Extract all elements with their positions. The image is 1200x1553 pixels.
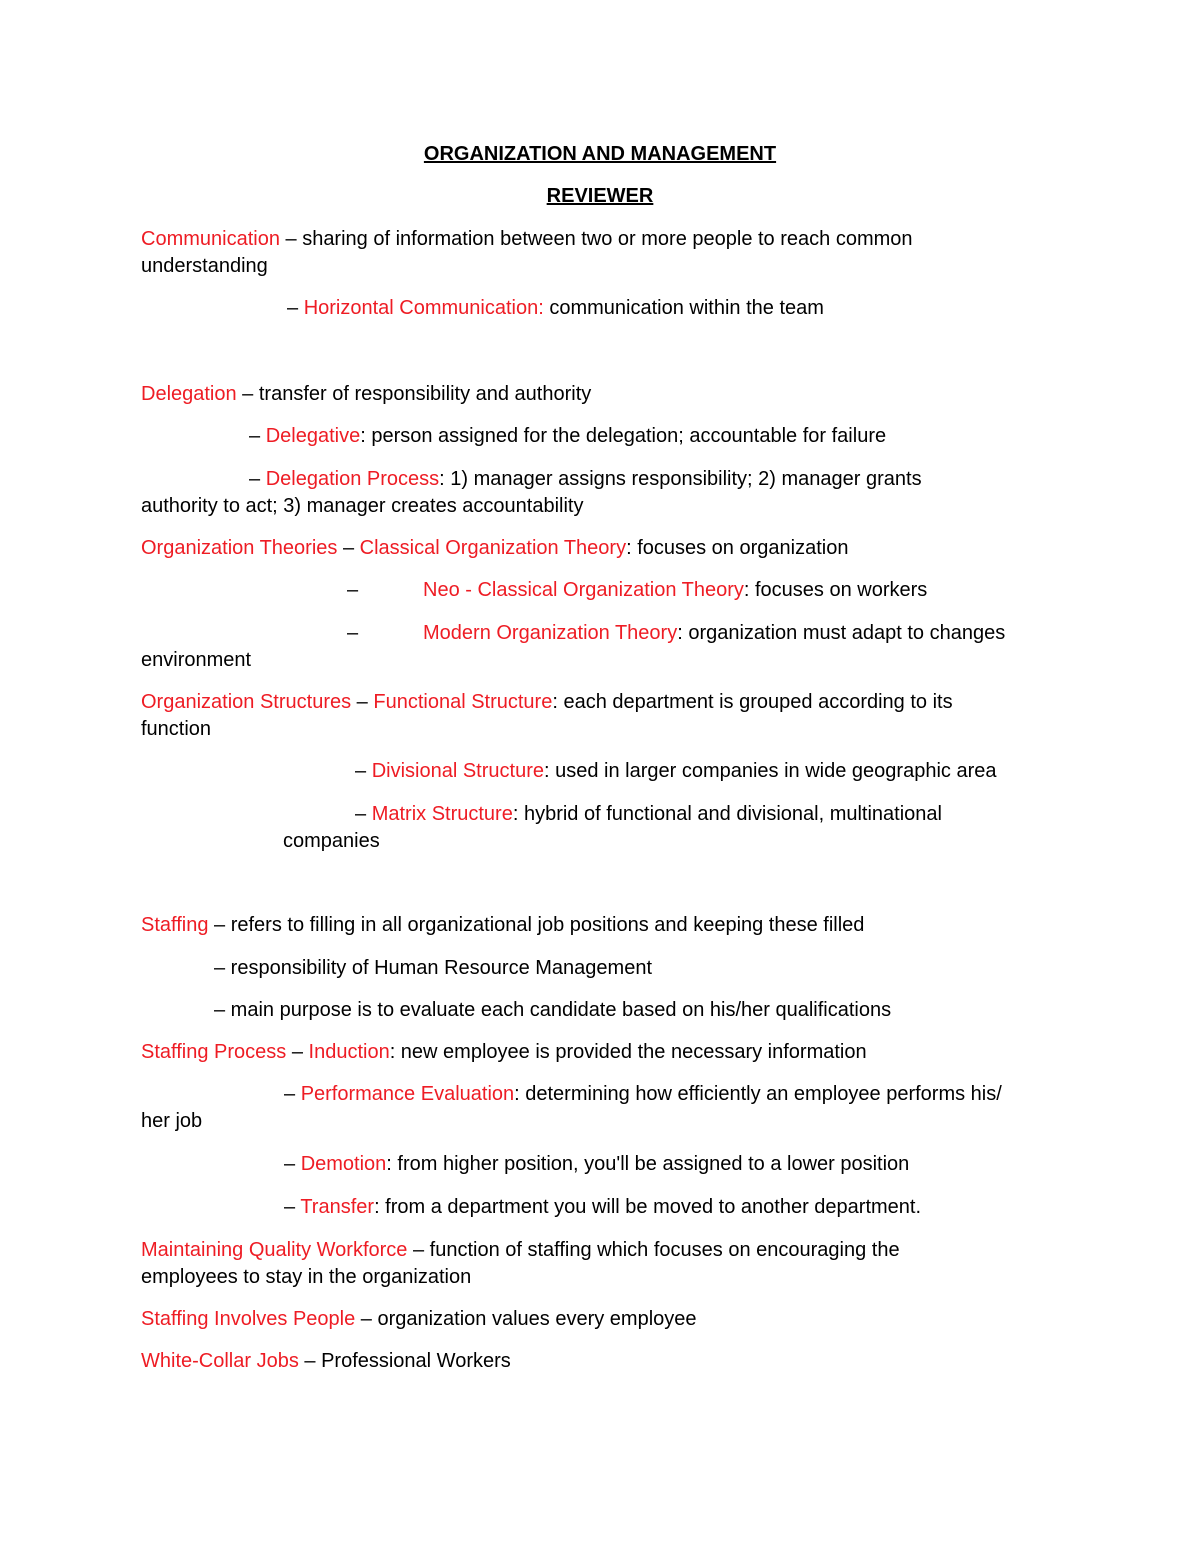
term-staffing-involves-people: Staffing Involves People <box>141 1308 356 1330</box>
definition-demotion: : from higher position, you'll be assigned to a lower position <box>386 1153 910 1175</box>
term-white-collar-jobs: White-Collar Jobs <box>141 1350 299 1372</box>
term-delegation-process: Delegation Process <box>265 468 440 490</box>
dash: – <box>355 803 367 825</box>
dash: – <box>355 760 367 782</box>
term-demotion: Demotion <box>300 1153 387 1175</box>
entry-modern-organization-theory <box>423 620 1005 647</box>
term-delegative: Delegative <box>265 425 361 447</box>
definition-white-collar-jobs: – Professional Workers <box>298 1350 511 1372</box>
definition-neo-classical-organization-theory: : focuses on workers <box>743 579 928 601</box>
term-induction: Induction <box>308 1041 390 1063</box>
definition-transfer: : from a department you will be moved to another department. <box>374 1196 922 1218</box>
entry-maintaining-quality-workforce-cont: employees to stay in the organization <box>141 1266 472 1288</box>
term-horizontal-communication: Horizontal Communication: <box>303 297 544 319</box>
term-staffing: Staffing <box>141 914 209 936</box>
dash: – <box>284 1153 296 1175</box>
entry-divisional-structure <box>355 758 996 785</box>
definition-delegation: – transfer of responsibility and authority <box>236 383 592 405</box>
entry-organization-theories <box>141 535 848 562</box>
term-functional-structure: Functional Structure <box>373 691 553 713</box>
separator: – <box>286 1041 309 1063</box>
entry-demotion <box>284 1151 909 1178</box>
term-matrix-structure: Matrix Structure <box>371 803 513 825</box>
document-title: ORGANIZATION AND MANAGEMENT <box>423 143 777 165</box>
entry-modern-organization-theory-cont: environment <box>141 649 252 671</box>
entry-staffing-hrm: – responsibility of Human Resource Management <box>214 957 652 979</box>
term-divisional-structure: Divisional Structure <box>371 760 544 782</box>
definition-communication: – sharing of information between two or more people to reach common <box>279 228 913 250</box>
entry-performance-evaluation-cont: her job <box>141 1110 203 1132</box>
entry-delegation-process <box>249 466 922 493</box>
definition-classical-organization-theory: : focuses on organization <box>626 537 849 559</box>
entry-staffing <box>141 912 864 939</box>
dash: – <box>284 1196 296 1218</box>
dash: – <box>284 1083 296 1105</box>
term-neo-classical-organization-theory: Neo - Classical Organization Theory <box>423 579 744 601</box>
definition-divisional-structure: : used in larger companies in wide geographic area <box>543 760 997 782</box>
definition-horizontal-communication: communication within the team <box>543 297 824 319</box>
definition-functional-structure: : each department is grouped according to its <box>552 691 953 713</box>
separator: – <box>351 691 374 713</box>
term-modern-organization-theory: Modern Organization Theory <box>423 622 678 644</box>
term-maintaining-quality-workforce: Maintaining Quality Workforce <box>141 1239 408 1261</box>
entry-transfer <box>284 1194 921 1221</box>
entry-white-collar-jobs <box>141 1348 511 1375</box>
definition-delegation-process: : 1) manager assigns responsibility; 2) manager grants <box>439 468 922 490</box>
entry-horizontal-communication <box>287 295 824 322</box>
term-performance-evaluation: Performance Evaluation <box>300 1083 515 1105</box>
term-organization-structures: Organization Structures <box>141 691 352 713</box>
entry-organization-structures-cont: function <box>141 718 212 740</box>
entry-modern-dash: – <box>347 622 359 644</box>
document-subtitle: REVIEWER <box>546 185 654 207</box>
entry-matrix-structure-cont: companies <box>283 830 380 852</box>
definition-matrix-structure: : hybrid of functional and divisional, multinational <box>512 803 942 825</box>
entry-delegation-process-cont: authority to act; 3) manager creates accountability <box>141 495 584 517</box>
term-classical-organization-theory: Classical Organization Theory <box>359 537 627 559</box>
definition-staffing: – refers to filling in all organizational job positions and keeping these filled <box>208 914 865 936</box>
definition-maintaining-quality-workforce: – function of staffing which focuses on encouraging the <box>407 1239 900 1261</box>
definition-staffing-involves-people: – organization values every employee <box>355 1308 697 1330</box>
entry-maintaining-quality-workforce <box>141 1237 900 1264</box>
entry-delegation <box>141 381 591 408</box>
entry-staffing-purpose: – main purpose is to evaluate each candidate based on his/her qualifications <box>214 999 892 1021</box>
term-staffing-process: Staffing Process <box>141 1041 287 1063</box>
entry-communication-cont: understanding <box>141 255 268 277</box>
definition-modern-organization-theory: : organization must adapt to changes <box>677 622 1006 644</box>
entry-matrix-structure <box>355 801 942 828</box>
entry-neo-classical <box>423 577 927 604</box>
entry-staffing-involves-people <box>141 1306 697 1333</box>
entry-organization-structures <box>141 689 953 716</box>
separator: – <box>337 537 360 559</box>
definition-performance-evaluation: : determining how efficiently an employee performs his/ <box>514 1083 1002 1105</box>
entry-performance-evaluation <box>284 1081 1002 1108</box>
entry-communication <box>141 226 913 253</box>
term-organization-theories: Organization Theories <box>141 537 338 559</box>
entry-staffing-process <box>141 1039 867 1066</box>
definition-induction: : new employee is provided the necessary information <box>389 1041 867 1063</box>
term-transfer: Transfer <box>300 1196 375 1218</box>
term-communication: Communication <box>141 228 280 250</box>
dash: – <box>249 468 261 490</box>
entry-neo-classical-dash: – <box>347 579 359 601</box>
term-delegation: Delegation <box>141 383 237 405</box>
dash: – <box>287 297 299 319</box>
definition-delegative: : person assigned for the delegation; accountable for failure <box>360 425 887 447</box>
entry-delegative <box>249 423 886 450</box>
dash: – <box>249 425 261 447</box>
